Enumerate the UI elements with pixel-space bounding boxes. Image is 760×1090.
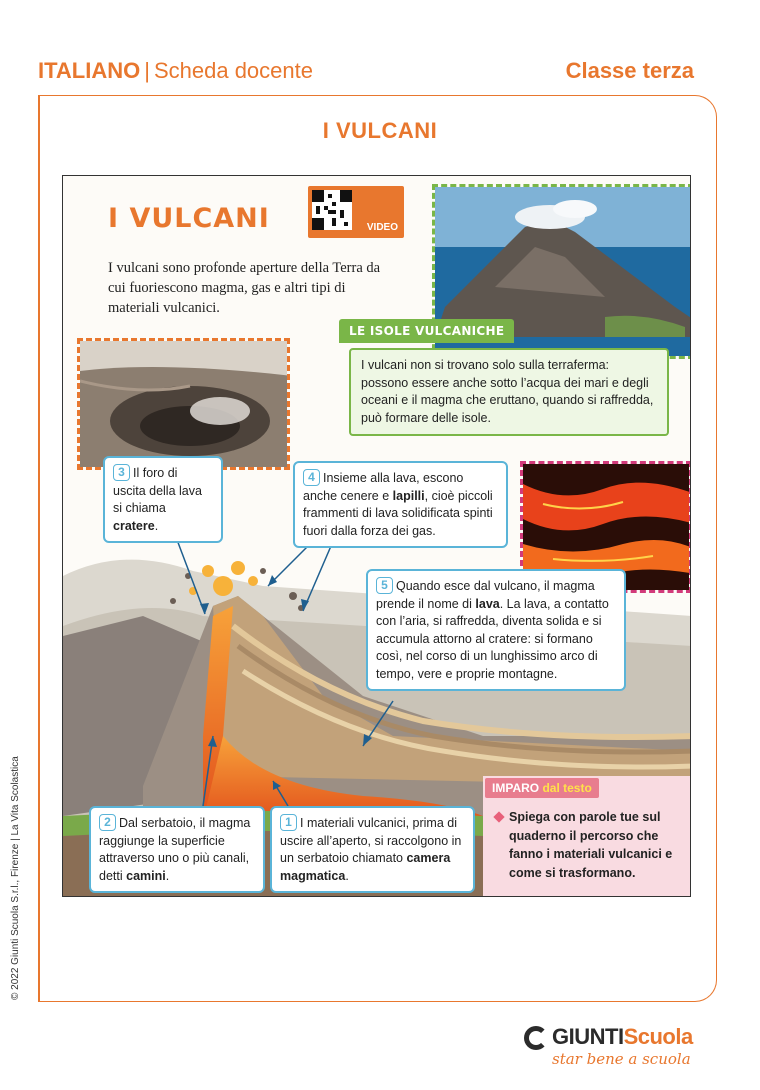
header-separator: | — [144, 58, 150, 83]
callout-after: . La lava, a contatto con l’aria, si raffredda, diventa solida e si accumula attorno al cratere: si formano così, nel corso di un lunghissimo arco di tempo, vere e proprie montagne. — [376, 596, 609, 681]
callout-text: Dal serbatoio, il magma raggiunge la superficie attraverso uno o più canali, detti — [99, 816, 251, 883]
callout-number: 5 — [376, 577, 393, 594]
sheet-label: Scheda docente — [153, 58, 313, 83]
logo-tagline: star bene a scuola — [552, 1050, 691, 1068]
callout-lapilli — [293, 461, 508, 548]
callout-text: Il foro di uscita della lava si chiama — [113, 466, 202, 515]
logo-brand — [552, 1024, 693, 1050]
callout-keyword: cratere — [113, 518, 155, 533]
giunti-logo-icon — [524, 1026, 548, 1050]
callout-camera-magmatica — [270, 806, 475, 893]
callout-after: . — [165, 868, 170, 883]
copyright-note: © 2022 Giunti Scuola S.r.l., Firenze | La Vita Scolastica — [10, 756, 21, 1000]
subject-label: ITALIANO — [38, 58, 141, 83]
crater-photo — [77, 338, 290, 470]
callout-keyword: camera magmatica — [280, 851, 451, 883]
book-title: I VULCANI — [108, 203, 270, 234]
sheet-title: I VULCANI — [322, 118, 438, 143]
callout-number: 1 — [280, 814, 297, 831]
callout-keyword: lava — [475, 596, 500, 611]
callout-keyword: camini — [126, 868, 166, 883]
callout-number: 3 — [113, 464, 130, 481]
video-qr-badge[interactable] — [308, 186, 404, 238]
callout-lava — [366, 569, 626, 691]
callout-after: , cioè piccoli frammenti di lava solidificata spinti fuori dalla forza dei gas. — [303, 488, 493, 538]
imparo-label: IMPARO — [492, 781, 540, 795]
callout-number: 4 — [303, 469, 320, 486]
giunti-scuola-logo — [524, 1024, 694, 1070]
logo-brand-accent: Scuola — [623, 1024, 693, 1049]
callout-number: 2 — [99, 814, 116, 831]
islands-title: LE ISOLE VULCANICHE — [339, 319, 514, 343]
book-page — [62, 175, 691, 897]
intro-text: I vulcani sono profonde aperture della Terra da cui fuoriescono magma, gas e altri tipi di materiali vulcanici. — [108, 260, 381, 316]
callout-keyword: lapilli — [392, 488, 425, 503]
callout-text: Quando esce dal vulcano, il magma prende il nome di — [376, 579, 595, 611]
imparo-tag — [485, 778, 599, 798]
header-subject-line — [38, 58, 313, 84]
video-label: VIDEO — [366, 222, 398, 233]
imparo-label-accent: dal testo — [542, 781, 592, 795]
callout-camini — [89, 806, 265, 893]
callout-text: Insieme alla lava, escono anche cenere e — [303, 471, 464, 503]
islands-text: I vulcani non si trovano solo sulla terraferma: possono essere anche sotto l’acqua dei mari e degli oceani e il magma che eruttano, quando si raffredda, può formare delle isole. — [349, 348, 669, 436]
logo-brand-name: GIUNTI — [552, 1024, 624, 1049]
callout-crater — [103, 456, 223, 543]
callout-text: I materiali vulcanici, prima di uscire all’aperto, si raccolgono in un serbatoio chiamato — [280, 816, 462, 865]
callout-after: . — [154, 518, 159, 533]
grade-label: Classe terza — [565, 58, 694, 83]
qr-code-icon — [312, 190, 352, 230]
imparo-task: Spiega con parole tue sul quaderno il percorso che fanno i materiali vulcanici e come si trasformano. — [495, 808, 685, 882]
callout-after: . — [345, 868, 349, 883]
